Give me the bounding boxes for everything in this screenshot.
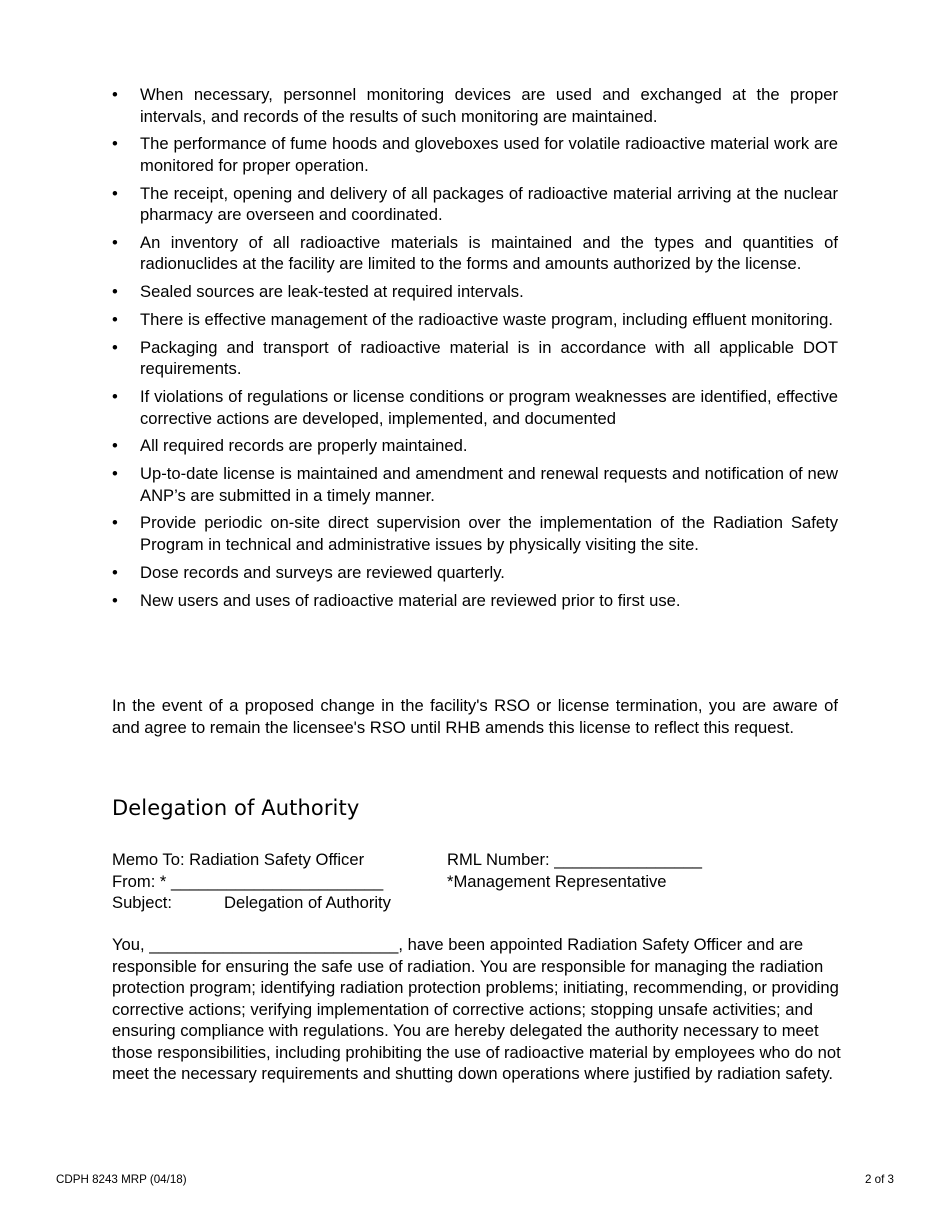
subject-value: Delegation of Authority [224,893,391,912]
bullet-icon: • [112,337,118,357]
memo-header [112,849,702,914]
memo-row-subject [112,892,391,914]
responsibilities-list [112,84,838,617]
bullet-icon: • [112,513,118,533]
list-item: • Sealed sources are leak-tested at required intervals. [112,282,524,302]
list-item: • If violations of regulations or license conditions or program weaknesses are identified, effective corrective actions are developed, implemented, and documented [112,387,838,428]
bullet-icon: • [112,232,118,252]
list-item: • The receipt, opening and delivery of all packages of radioactive material arriving at the nuclear pharmacy are overseen and coordinated. [112,183,838,225]
bullet-icon: • [112,464,118,484]
bullet-icon: • [112,436,118,456]
bullet-icon: • [112,387,118,407]
memo-row-from [112,871,667,893]
delegation-paragraph: You, ___________________________, have been appointed Radiation Safety Officer and are responsible for ensuring the safe use of radiation. You are responsible for managing the radiation protection program; identifying radiation protection problems; initiating, recommending, or providing corrective actions; verifying implementation of corrective actions; stopping unsafe activities; and ensuring compliance with regulations. You are hereby delegated the authority necessary to meet those responsibilities, including prohibiting the use of radioactive material by employees who do not meet the necessary requirements and shutting down operations where justified by radiation safety. [112,935,841,1083]
memo-to-line: Memo To: Radiation Safety Officer [112,850,365,869]
list-item: • New users and uses of radioactive material are reviewed prior to first use. [112,590,681,610]
section-heading: Delegation of Authority [112,796,360,820]
rso-change-paragraph: In the event of a proposed change in the facility's RSO or license termination, you are aware of and agree to remain the licensee's RSO until RHB amends this license to reflect this request. [112,696,838,737]
bullet-icon: • [112,590,118,610]
list-item: • Up-to-date license is maintained and amendment and renewal requests and notification of new ANP’s are submitted in a timely manner. [112,464,838,505]
subject-label: Subject: [112,893,172,912]
list-item: • There is effective management of the radioactive waste program, including effluent monitoring. [112,309,834,329]
from-field[interactable]: From: * _______________________ [112,871,384,891]
list-item: • The performance of fume hoods and gloveboxes used for volatile radioactive material work are monitored for proper operation. [112,134,838,175]
list-item: • When necessary, personnel monitoring devices are used and exchanged at the proper intervals, and records of the results of such monitoring are maintained. [112,85,838,126]
list-item: • An inventory of all radioactive materials is maintained and the types and quantities of radionuclides at the facility are limited to the forms and amounts authorized by the license. [112,232,838,274]
bullet-icon: • [112,282,118,302]
bullet-icon: • [112,309,118,329]
bullet-icon: • [112,85,118,104]
bullet-icon: • [112,183,118,203]
bullet-icon: • [112,562,118,582]
form-id: CDPH 8243 MRP (04/18) [56,1173,187,1186]
list-item: • Provide periodic on-site direct supervision over the implementation of the Radiation Safety Program in technical and administrative issues by physically visiting the site. [112,513,838,554]
list-item: • All required records are properly maintained. [112,436,468,456]
rml-number-field[interactable]: RML Number: ________________ [447,850,702,869]
management-representative-note: *Management Representative [447,871,667,891]
page-number: 2 of 3 [864,1173,894,1186]
list-item: • Packaging and transport of radioactive material is in accordance with all applicable DOT requirements. [112,337,838,379]
list-item: • Dose records and surveys are reviewed quarterly. [112,562,505,582]
bullet-icon: • [112,134,118,154]
memo-row-to [112,849,702,871]
